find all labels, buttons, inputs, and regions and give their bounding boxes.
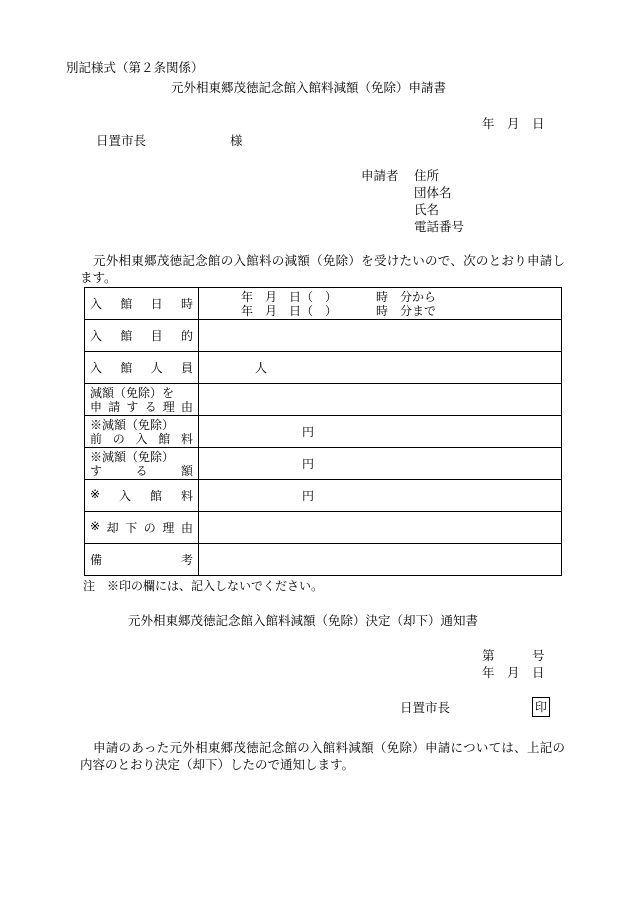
label-char: 館	[149, 489, 162, 503]
visit-purpose-label	[85, 320, 199, 352]
remarks-label	[85, 544, 199, 576]
fee-before-reduction-label	[85, 416, 199, 448]
table-row	[85, 448, 562, 480]
label-char: 入	[90, 329, 103, 343]
label-char: 入	[90, 361, 103, 375]
notice-body: 申請のあった元外相東郷茂徳記念館の入館料減額（免除）申請については、上記の内容のとおり決定（却下）したので通知します。	[80, 740, 565, 772]
notice-date: 年 月 日	[482, 665, 545, 680]
reduction-amount-label	[85, 448, 199, 480]
table-row	[85, 288, 562, 320]
admission-fee-field[interactable]	[199, 480, 562, 512]
label-char: 申	[90, 399, 103, 414]
yen-unit: 円	[302, 457, 315, 471]
table-row	[85, 352, 562, 384]
application-date: 年 月 日	[482, 116, 545, 131]
label-char: 入	[135, 431, 148, 446]
application-form-table	[84, 287, 562, 576]
label-char: 由	[180, 399, 193, 414]
table-row	[85, 384, 562, 416]
label-char: 料	[180, 431, 193, 446]
label-char: 請	[108, 399, 121, 414]
label-char: す	[90, 463, 103, 478]
label-char: 目	[150, 329, 163, 343]
applicant-name-label: 氏名	[414, 202, 440, 217]
label-char: ※	[90, 487, 101, 501]
label-char: 日	[150, 297, 163, 311]
rejection-reason-field[interactable]	[199, 512, 562, 544]
applicant-address-label: 住所	[414, 168, 440, 183]
label-char: 的	[180, 329, 193, 343]
label-char: 理	[162, 521, 175, 535]
reduction-reason-label	[85, 384, 199, 416]
addressee-honorific: 様	[230, 133, 243, 148]
addressee: 日置市長	[96, 133, 147, 148]
label-char: ※	[90, 519, 101, 533]
table-row	[85, 544, 562, 576]
label-char: の	[143, 521, 156, 535]
label-char: 館	[120, 297, 133, 311]
label-char: す	[126, 399, 139, 414]
visitor-count-field[interactable]	[199, 352, 562, 384]
label-char: 員	[180, 361, 193, 375]
label-char: 由	[180, 521, 193, 535]
label-char: 却	[106, 521, 119, 535]
table-row	[85, 480, 562, 512]
applicant-group-label: 団体名	[414, 185, 452, 200]
remarks-field[interactable]	[199, 544, 562, 576]
visit-from-date: 年 月 日（ ）	[241, 290, 338, 304]
label-char: 理	[162, 399, 175, 414]
reduction-amount-field[interactable]	[199, 448, 562, 480]
label-char: 考	[180, 553, 193, 567]
form-note: 注 ※印の欄には、記入しないでください。	[83, 579, 324, 593]
label-char: の	[112, 431, 125, 446]
label-char: 時	[180, 297, 193, 311]
label-char: 前	[90, 431, 103, 446]
label-line: ※減額（免除）	[90, 417, 175, 432]
label-char: 備	[90, 553, 103, 567]
label-char: 額	[180, 463, 193, 478]
fee-before-reduction-field[interactable]	[199, 416, 562, 448]
label-char: る	[135, 463, 148, 478]
label-char: 人	[150, 361, 163, 375]
official-seal: 印	[532, 697, 550, 717]
visit-from-time: 時 分から	[376, 290, 437, 304]
label-char: 館	[158, 431, 171, 446]
reduction-reason-field[interactable]	[199, 384, 562, 416]
yen-unit: 円	[302, 489, 315, 503]
label-char: 料	[180, 489, 193, 503]
label-char: る	[144, 399, 157, 414]
people-unit: 人	[255, 361, 268, 375]
table-row	[85, 320, 562, 352]
visit-datetime-field[interactable]	[199, 288, 562, 320]
applicant-label: 申請者	[361, 168, 399, 183]
application-title: 元外相東郷茂徳記念館入館料減額（免除）申請書	[171, 80, 447, 95]
notice-issuer: 日置市長	[400, 700, 451, 715]
notice-number: 第 号	[482, 648, 545, 663]
label-line: ※減額（免除）	[90, 449, 175, 464]
label-char: 入	[119, 489, 132, 503]
table-row	[85, 512, 562, 544]
label-line: 減額（免除）を	[90, 385, 175, 400]
table-row	[85, 416, 562, 448]
application-body: 元外相東郷茂徳記念館の入館料の減額（免除）を受けたいので、次のとおり申請します。	[80, 253, 565, 285]
visit-purpose-field[interactable]	[199, 320, 562, 352]
visit-to-time: 時 分まで	[376, 304, 437, 318]
notice-title: 元外相東郷茂徳記念館入館料減額（免除）決定（却下）通知書	[128, 613, 479, 628]
label-char: 入	[90, 297, 103, 311]
applicant-phone-label: 電話番号	[414, 219, 465, 234]
label-char: 下	[125, 521, 138, 535]
visit-to-date: 年 月 日（ ）	[241, 304, 338, 318]
label-char: 館	[120, 329, 133, 343]
rejection-reason-label	[85, 512, 199, 544]
form-reference: 別記様式（第２条関係）	[66, 60, 204, 75]
label-char: 館	[120, 361, 133, 375]
visitor-count-label	[85, 352, 199, 384]
yen-unit: 円	[302, 425, 315, 439]
visit-datetime-label	[85, 288, 199, 320]
admission-fee-label	[85, 480, 199, 512]
